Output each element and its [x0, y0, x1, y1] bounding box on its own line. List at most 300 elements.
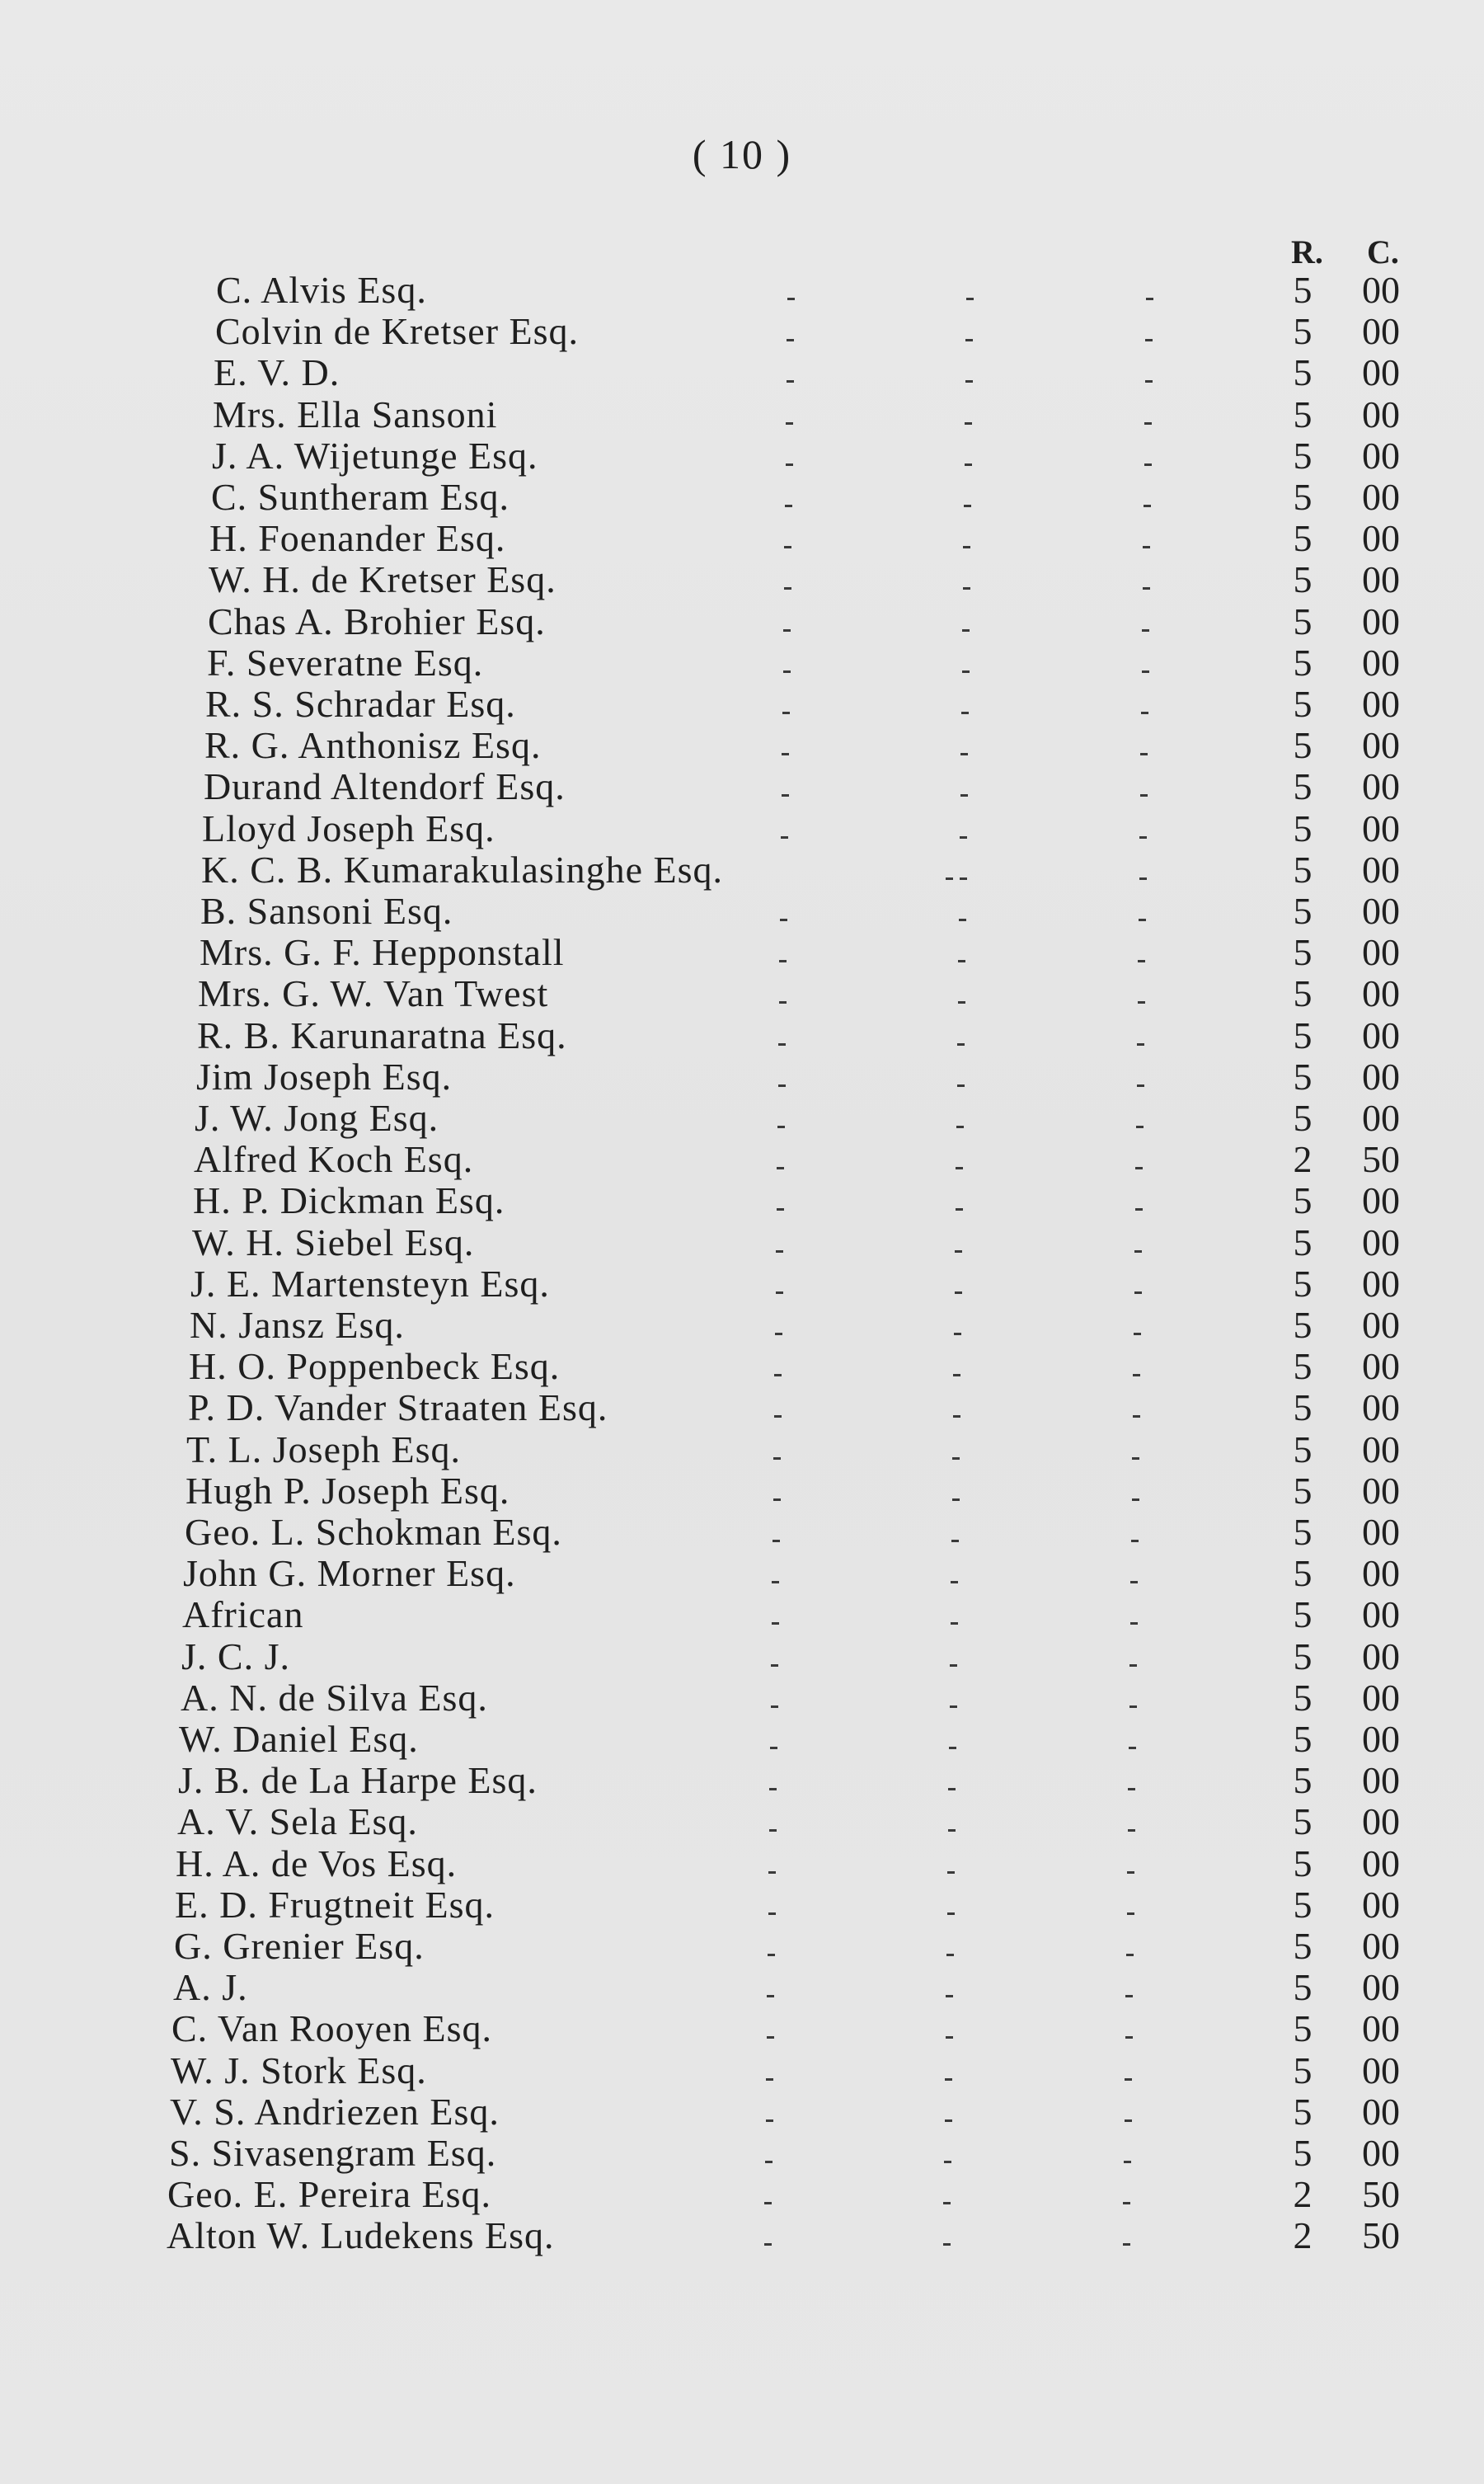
subscriber-row	[0, 394, 1484, 435]
subscriber-name: R. S. Schradar Esq.	[205, 683, 516, 725]
leader-dash	[1143, 546, 1150, 548]
leader-dash	[956, 1208, 963, 1211]
amount-cents: 00	[1362, 558, 1400, 600]
amount-rupees: 5	[1293, 1386, 1313, 1428]
leader-dash	[1137, 1043, 1144, 1046]
leader-dash	[1130, 1581, 1138, 1583]
subscriber-name: Mrs. Ella Sansoni	[213, 393, 498, 435]
leader-dash	[955, 1250, 962, 1253]
page-number: ( 10 )	[692, 131, 792, 177]
leader-dash	[961, 712, 969, 714]
amount-rupees: 5	[1293, 2091, 1313, 2133]
subscriber-row	[0, 2215, 1484, 2256]
amount-cents: 00	[1362, 1718, 1400, 1760]
amount-rupees: 5	[1293, 1304, 1313, 1346]
amount-cents: 00	[1362, 1800, 1400, 1842]
leader-dash	[1140, 753, 1148, 755]
amount-cents: 00	[1362, 683, 1400, 725]
subscriber-name: W. Daniel Esq.	[179, 1718, 419, 1760]
amount-rupees: 5	[1293, 1759, 1313, 1801]
subscriber-row	[0, 1594, 1484, 1635]
amount-cents: 00	[1362, 2091, 1400, 2133]
leader-dash	[1128, 1829, 1135, 1832]
subscriber-row	[0, 435, 1484, 477]
subscriber-row	[0, 2050, 1484, 2091]
amount-rupees: 5	[1293, 1635, 1313, 1677]
amount-rupees: 5	[1293, 435, 1313, 477]
amount-rupees: 5	[1293, 600, 1313, 642]
leader-dash	[1140, 794, 1148, 797]
leader-dash	[1131, 1540, 1139, 1542]
subscriber-name: P. D. Vander Straaten Esq.	[188, 1386, 608, 1428]
leader-dash	[1125, 2036, 1133, 2039]
leader-dash	[1145, 339, 1153, 341]
leader-dash	[965, 380, 973, 383]
amount-rupees: 5	[1293, 765, 1313, 807]
leader-dash	[782, 712, 790, 714]
subscriber-name: Durand Altendorf Esq.	[204, 765, 566, 807]
leader-dash	[768, 1871, 776, 1874]
subscriber-name: J. E. Martensteyn Esq.	[190, 1263, 550, 1305]
leader-dash	[1142, 629, 1149, 632]
subscriber-row	[0, 2133, 1484, 2174]
leader-dash	[1127, 1871, 1134, 1874]
subscriber-row	[0, 477, 1484, 518]
leader-dash	[1124, 2161, 1131, 2163]
amount-rupees: 5	[1293, 269, 1313, 311]
amount-cents: 00	[1362, 724, 1400, 766]
leader-dash	[956, 1167, 963, 1169]
leader-dash	[965, 463, 972, 466]
leader-dash	[1127, 1912, 1134, 1915]
subscriber-row	[0, 1760, 1484, 1801]
leader-dash	[780, 919, 787, 921]
leader-dash	[772, 1581, 779, 1583]
amount-cents: 50	[1362, 2214, 1400, 2256]
subscriber-name: C. Suntheram Esq.	[211, 476, 510, 518]
subscriber-row	[0, 311, 1484, 352]
subscriber-row	[0, 1139, 1484, 1180]
leader-dash	[956, 1126, 964, 1128]
leader-dash	[768, 1954, 775, 1956]
amount-rupees: 5	[1293, 683, 1313, 725]
leader-dash	[946, 877, 953, 880]
leader-dash	[1139, 877, 1147, 880]
leader-dash	[962, 629, 970, 632]
amount-cents: 00	[1362, 1386, 1400, 1428]
leader-dash	[965, 422, 972, 425]
subscriber-name: H. O. Poppenbeck Esq.	[189, 1345, 561, 1387]
leader-dash	[1125, 2119, 1132, 2122]
leader-dash	[958, 1001, 965, 1004]
leader-dash	[769, 1829, 777, 1832]
subscriber-row	[0, 1305, 1484, 1346]
subscriber-row	[0, 270, 1484, 311]
amount-rupees: 5	[1293, 849, 1313, 891]
leader-dash	[948, 1829, 956, 1832]
leader-dash	[766, 2078, 773, 2081]
leader-dash	[769, 1788, 777, 1790]
leader-dash	[784, 587, 791, 590]
leader-dash	[782, 794, 789, 797]
amount-rupees: 5	[1293, 1842, 1313, 1884]
leader-dash	[1126, 1954, 1134, 1956]
amount-rupees: 5	[1293, 351, 1313, 393]
amount-cents: 00	[1362, 517, 1400, 559]
leader-dash	[953, 1374, 960, 1376]
leader-dash	[767, 1995, 774, 1997]
amount-cents: 00	[1362, 310, 1400, 352]
subscriber-name: R. G. Anthonisz Esq.	[204, 724, 542, 766]
amount-rupees: 5	[1293, 2007, 1313, 2049]
amount-rupees: 5	[1293, 1925, 1313, 1967]
leader-dash	[783, 670, 791, 673]
leader-dash	[949, 1747, 956, 1749]
amount-rupees: 5	[1293, 1221, 1313, 1263]
leader-dash	[1144, 422, 1152, 425]
subscriber-name: A. V. Sela Esq.	[177, 1800, 418, 1842]
subscriber-row	[0, 1677, 1484, 1719]
subscriber-name: N. Jansz Esq.	[190, 1304, 405, 1346]
subscriber-name: African	[182, 1593, 304, 1635]
amount-rupees: 5	[1293, 931, 1313, 973]
amount-cents: 00	[1362, 269, 1400, 311]
amount-cents: 00	[1362, 1966, 1400, 2008]
amount-cents: 00	[1362, 1263, 1400, 1305]
amount-cents: 50	[1362, 1138, 1400, 1180]
amount-cents: 50	[1362, 2173, 1400, 2215]
leader-dash	[953, 1415, 960, 1418]
subscriber-row	[0, 808, 1484, 849]
subscriber-row	[0, 1967, 1484, 2008]
subscriber-name: Colvin de Kretser Esq.	[215, 310, 580, 352]
leader-dash	[1130, 1622, 1138, 1625]
leader-dash	[960, 877, 967, 880]
leader-dash	[764, 2243, 772, 2246]
leader-dash	[1135, 1167, 1143, 1169]
subscriber-name: S. Sivasengram Esq.	[169, 2132, 497, 2174]
amount-cents: 00	[1362, 351, 1400, 393]
subscriber-row	[0, 1470, 1484, 1512]
leader-dash	[1125, 1995, 1133, 1997]
leader-dash	[1138, 1001, 1145, 1004]
subscriber-row	[0, 1801, 1484, 1842]
leader-dash	[775, 1333, 782, 1335]
leader-dash	[1129, 1664, 1137, 1667]
subscriber-name: V. S. Andriezen Esq.	[170, 2091, 500, 2133]
leader-dash	[946, 1954, 954, 1956]
amount-cents: 00	[1362, 2132, 1400, 2174]
subscriber-name: C. Van Rooyen Esq.	[171, 2007, 492, 2049]
leader-dash	[1139, 919, 1146, 921]
amount-rupees: 5	[1293, 1345, 1313, 1387]
leader-dash	[778, 1084, 786, 1087]
subscriber-row	[0, 642, 1484, 684]
amount-rupees: 5	[1293, 1014, 1313, 1056]
amount-cents: 00	[1362, 931, 1400, 973]
leader-dash	[1143, 587, 1150, 590]
leader-dash	[1132, 1498, 1139, 1501]
subscriber-name: Hugh P. Joseph Esq.	[186, 1470, 510, 1512]
leader-dash	[960, 794, 968, 797]
amount-cents: 00	[1362, 1345, 1400, 1387]
subscriber-name: Jim Joseph Esq.	[196, 1056, 453, 1098]
subscriber-name: Alfred Koch Esq.	[194, 1138, 474, 1180]
leader-dash	[770, 1747, 777, 1749]
amount-cents: 00	[1362, 2049, 1400, 2091]
leader-dash	[1138, 960, 1145, 962]
subscriber-row	[0, 1015, 1484, 1056]
amount-rupees: 5	[1293, 517, 1313, 559]
amount-cents: 00	[1362, 2007, 1400, 2049]
leader-dash	[948, 1788, 956, 1790]
leader-dash	[950, 1705, 957, 1708]
leader-dash	[958, 960, 965, 962]
subscriber-row	[0, 1636, 1484, 1677]
subscriber-name: Geo. E. Pereira Esq.	[167, 2173, 491, 2215]
subscriber-row	[0, 352, 1484, 393]
amount-cents: 00	[1362, 1470, 1400, 1512]
amount-cents: 00	[1362, 890, 1400, 932]
leader-dash	[786, 463, 793, 466]
leader-dash	[777, 1167, 784, 1169]
leader-dash	[777, 1126, 785, 1128]
leader-dash	[965, 339, 973, 341]
leader-dash	[951, 1540, 959, 1542]
leader-dash	[952, 1457, 960, 1460]
subscriber-row	[0, 684, 1484, 725]
leader-dash	[767, 2036, 774, 2039]
subscriber-row	[0, 2174, 1484, 2215]
amount-cents: 00	[1362, 1677, 1400, 1719]
amount-rupees: 2	[1293, 1138, 1313, 1180]
leader-dash	[778, 1043, 786, 1046]
leader-dash	[779, 1001, 787, 1004]
leader-dash	[1139, 836, 1147, 839]
leader-dash	[964, 505, 971, 507]
amount-rupees: 5	[1293, 807, 1313, 849]
amount-cents: 00	[1362, 765, 1400, 807]
subscriber-row	[0, 1512, 1484, 1553]
leader-dash	[954, 1333, 961, 1335]
subscriber-row	[0, 559, 1484, 600]
subscriber-row	[0, 518, 1484, 559]
subscriber-row	[0, 2008, 1484, 2049]
subscriber-row	[0, 932, 1484, 973]
subscriber-name: J. B. de La Harpe Esq.	[178, 1759, 538, 1801]
amount-cents: 00	[1362, 849, 1400, 891]
amount-rupees: 5	[1293, 1677, 1313, 1719]
leader-dash	[786, 422, 793, 425]
leader-dash	[955, 1291, 962, 1294]
leader-dash	[1141, 712, 1148, 714]
amount-rupees: 5	[1293, 642, 1313, 684]
subscriber-row	[0, 973, 1484, 1014]
rupees-column-header: R.	[1291, 233, 1323, 271]
leader-dash	[787, 380, 794, 383]
leader-dash	[950, 1664, 957, 1667]
leader-dash	[952, 1498, 960, 1501]
amount-cents: 00	[1362, 1097, 1400, 1139]
amount-cents: 00	[1362, 1428, 1400, 1470]
subscriber-row	[0, 1056, 1484, 1098]
amount-cents: 00	[1362, 972, 1400, 1014]
leader-dash	[960, 836, 967, 839]
leader-dash	[773, 1498, 781, 1501]
amount-cents: 00	[1362, 1593, 1400, 1635]
leader-dash	[951, 1622, 958, 1625]
amount-rupees: 5	[1293, 1593, 1313, 1635]
amount-cents: 00	[1362, 1635, 1400, 1677]
amount-cents: 00	[1362, 393, 1400, 435]
amount-cents: 00	[1362, 1884, 1400, 1926]
leader-dash	[783, 629, 791, 632]
amount-rupees: 5	[1293, 2049, 1313, 2091]
subscriber-name: J. A. Wijetunge Esq.	[212, 435, 538, 477]
amount-rupees: 5	[1293, 1470, 1313, 1512]
leader-dash	[771, 1664, 778, 1667]
leader-dash	[781, 836, 788, 839]
leader-dash	[963, 546, 970, 548]
amount-cents: 00	[1362, 600, 1400, 642]
subscriber-name: Mrs. G. F. Hepponstall	[200, 931, 565, 973]
subscriber-row	[0, 1222, 1484, 1263]
subscriber-row	[0, 1263, 1484, 1305]
subscriber-name: Lloyd Joseph Esq.	[202, 807, 495, 849]
subscriber-name: John G. Morner Esq.	[183, 1552, 516, 1594]
leader-dash	[951, 1581, 958, 1583]
subscriber-name: A. N. de Silva Esq.	[181, 1677, 488, 1719]
leader-dash	[1145, 380, 1153, 383]
subscriber-name: J. C. J.	[181, 1635, 290, 1677]
amount-cents: 00	[1362, 1925, 1400, 1967]
leader-dash	[768, 1912, 776, 1915]
subscriber-row	[0, 891, 1484, 932]
subscriber-row	[0, 1387, 1484, 1428]
leader-dash	[1134, 1250, 1142, 1253]
subscriber-row	[0, 1346, 1484, 1387]
amount-cents: 00	[1362, 642, 1400, 684]
amount-rupees: 5	[1293, 1263, 1313, 1305]
amount-cents: 00	[1362, 1511, 1400, 1553]
leader-dash	[957, 1043, 965, 1046]
leader-dash	[1129, 1747, 1136, 1749]
leader-dash	[1134, 1291, 1142, 1294]
leader-dash	[777, 1208, 784, 1211]
subscriber-name: C. Alvis Esq.	[216, 269, 427, 311]
leader-dash	[1134, 1333, 1141, 1335]
leader-dash	[772, 1622, 779, 1625]
leader-dash	[1125, 2078, 1132, 2081]
amount-cents: 00	[1362, 1056, 1400, 1098]
subscriber-name: B. Sansoni Esq.	[200, 890, 453, 932]
leader-dash	[1135, 1208, 1143, 1211]
subscriber-name: J. W. Jong Esq.	[195, 1097, 439, 1139]
leader-dash	[765, 2161, 773, 2163]
subscriber-name: F. Severatne Esq.	[207, 642, 484, 684]
leader-dash	[957, 1084, 965, 1087]
subscriber-name: W. H. de Kretser Esq.	[209, 558, 556, 600]
subscriber-row	[0, 1180, 1484, 1221]
amount-rupees: 5	[1293, 310, 1313, 352]
amount-rupees: 5	[1293, 1718, 1313, 1760]
leader-dash	[787, 339, 794, 341]
leader-dash	[785, 505, 792, 507]
subscriber-name: Geo. L. Schokman Esq.	[185, 1511, 562, 1553]
subscriber-row	[0, 601, 1484, 642]
subscriber-name: A. J.	[173, 1966, 248, 2008]
leader-dash	[1144, 505, 1151, 507]
subscriber-row	[0, 1926, 1484, 1967]
subscriber-name: G. Grenier Esq.	[174, 1925, 425, 1967]
leader-dash	[1144, 463, 1152, 466]
leader-dash	[947, 1871, 955, 1874]
leader-dash	[962, 670, 970, 673]
amount-rupees: 5	[1293, 1056, 1313, 1098]
leader-dash	[779, 960, 787, 962]
subscriber-row	[0, 2091, 1484, 2133]
leader-dash	[776, 1291, 783, 1294]
amount-rupees: 5	[1293, 1966, 1313, 2008]
subscriber-row	[0, 1429, 1484, 1470]
leader-dash	[1133, 1415, 1140, 1418]
amount-rupees: 2	[1293, 2173, 1313, 2215]
leader-dash	[1142, 670, 1149, 673]
leader-dash	[774, 1374, 782, 1376]
leader-dash	[945, 2119, 952, 2122]
leader-dash	[776, 1250, 783, 1253]
leader-dash	[963, 587, 970, 590]
leader-dash	[771, 1705, 778, 1708]
amount-cents: 00	[1362, 1552, 1400, 1594]
leader-dash	[1123, 2202, 1130, 2204]
leader-dash	[943, 2202, 951, 2204]
amount-cents: 00	[1362, 1221, 1400, 1263]
amount-cents: 00	[1362, 1014, 1400, 1056]
subscriber-row	[0, 766, 1484, 807]
amount-cents: 00	[1362, 1304, 1400, 1346]
leader-dash	[947, 1912, 955, 1915]
subscriber-row	[0, 1098, 1484, 1139]
leader-dash	[945, 2078, 952, 2081]
subscriber-name: E. V. D.	[214, 351, 340, 393]
leader-dash	[1132, 1457, 1139, 1460]
cents-column-header: C.	[1367, 233, 1399, 271]
subscriber-row	[0, 1884, 1484, 1926]
leader-dash	[773, 1457, 781, 1460]
leader-dash	[1128, 1788, 1135, 1790]
amount-rupees: 5	[1293, 972, 1313, 1014]
subscriber-row	[0, 1843, 1484, 1884]
amount-rupees: 5	[1293, 1428, 1313, 1470]
leader-dash	[1136, 1126, 1144, 1128]
subscriber-name: H. A. de Vos Esq.	[176, 1842, 458, 1884]
leader-dash	[959, 919, 966, 921]
amount-cents: 00	[1362, 1179, 1400, 1221]
subscriber-row	[0, 1553, 1484, 1594]
leader-dash	[1123, 2243, 1130, 2246]
leader-dash	[782, 753, 789, 755]
amount-rupees: 5	[1293, 724, 1313, 766]
leader-dash	[773, 1540, 780, 1542]
amount-rupees: 5	[1293, 1097, 1313, 1139]
amount-rupees: 5	[1293, 393, 1313, 435]
amount-rupees: 5	[1293, 1552, 1313, 1594]
leader-dash	[764, 2202, 772, 2204]
leader-dash	[787, 298, 795, 300]
amount-rupees: 5	[1293, 1511, 1313, 1553]
leader-dash	[943, 2243, 951, 2246]
